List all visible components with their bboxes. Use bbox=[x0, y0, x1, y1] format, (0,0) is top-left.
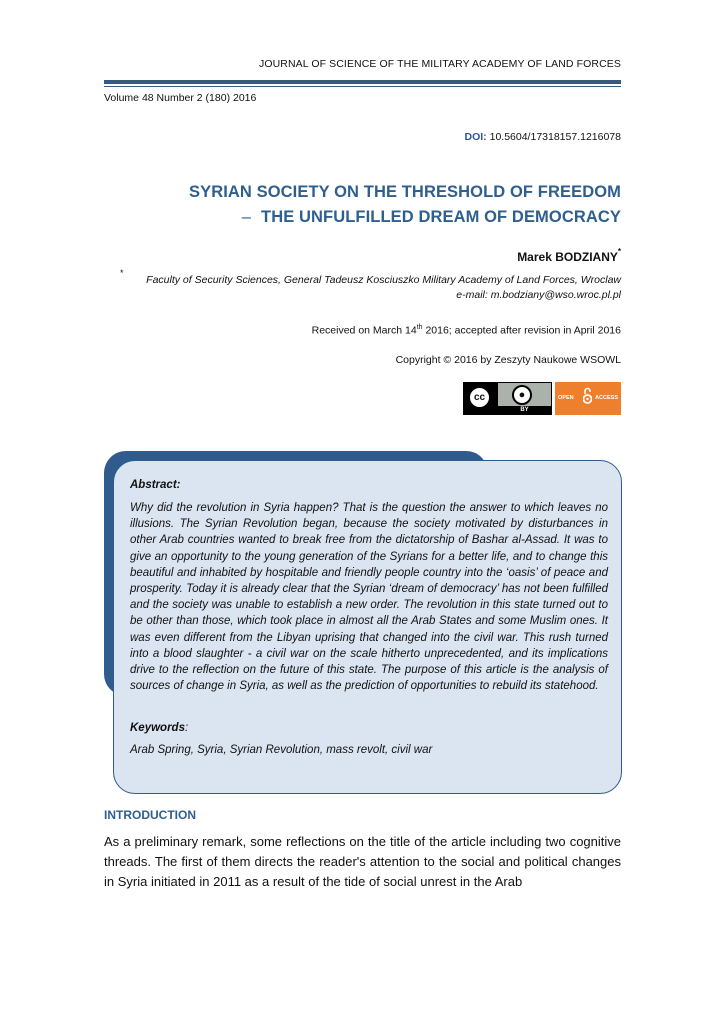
open-access-lock-icon bbox=[583, 387, 592, 405]
affiliation-line: Faculty of Security Sciences, General Tadeusz Kosciuszko Military Academy of Land Forces, Wroclaw bbox=[146, 274, 621, 286]
received-pre: Received on March 14 bbox=[311, 324, 417, 337]
article-title-line1: SYRIAN SOCIETY ON THE THRESHOLD OF FREEDOM bbox=[188, 183, 621, 201]
cc-by-license-badge[interactable] bbox=[463, 382, 552, 415]
section-heading-introduction: INTRODUCTION bbox=[104, 808, 196, 822]
doi-value[interactable]: 10.5604/17318157.1216078 bbox=[486, 131, 621, 143]
open-label: OPEN bbox=[558, 395, 574, 401]
author-name-text: Marek BODZIANY bbox=[517, 250, 618, 264]
doi-label: DOI: bbox=[464, 131, 487, 143]
keywords-label-text: Keywords bbox=[130, 722, 185, 734]
received-dates bbox=[312, 324, 621, 337]
volume-info: Volume 48 Number 2 (180) 2016 bbox=[104, 92, 257, 104]
article-title-line2 bbox=[242, 208, 621, 227]
cc-badge-left bbox=[464, 383, 498, 414]
author-email[interactable]: e-mail: m.bodziany@wso.wroc.pl.pl bbox=[456, 289, 621, 301]
abstract-label: Abstract: bbox=[130, 479, 181, 491]
affiliation-footnote-mark: * bbox=[120, 268, 124, 278]
keywords-label bbox=[130, 722, 188, 734]
copyright-line: Copyright © 2016 by Zeszyty Naukowe WSOWL bbox=[395, 354, 621, 366]
access-label: ACCESS bbox=[595, 395, 618, 401]
title-line2-text: THE UNFULFILLED DREAM OF DEMOCRACY bbox=[261, 208, 621, 226]
received-post: 2016; accepted after revision in April 2016 bbox=[422, 324, 621, 337]
abstract-text: Why did the revolution in Syria happen? That is the question the answer to which leaves no illusions. The Syrian Revolution began, because the society motivated by disturbances in other Arab countries wanted to break free from the dictatorship of Bashar al-Assad. It was to give an opportunity to the young generation of the Syrians for a better life, and to change this beautiful and inhabited by hospitable and friendly people country into the ‘oasis’ of peace and prosperity. Today it is already clear that the Syrian ‘dream of democracy’ has not been fulfilled and the society was unable to establish a new order. The revolution in this state turned out to be other than those, which took place in almost all the Arab States and some Muslim ones. It was even different from the Libyan uprising that changed into the civil war. This rush turned into a blood slaughter - a civil war on the scale hitherto unprecedented, and its implications drive to the reflection on the future of this state. The purpose of this article is the analysis of sources of change in Syria, as well as the prediction of opportunities to rebuild its statehood. bbox=[130, 502, 608, 693]
keywords-colon: : bbox=[184, 722, 189, 734]
header-rule-thin bbox=[104, 86, 621, 87]
received-sup: th bbox=[416, 324, 423, 331]
doi-line bbox=[465, 131, 621, 143]
open-access-badge[interactable] bbox=[555, 382, 621, 415]
introduction-paragraph: As a preliminary remark, some reflections on the title of the article including two cognitive threads. The first of them directs the reader's attention to the social and political changes in Syria initiated in 2011 as a result of the tide of social unrest in the Arab bbox=[104, 834, 621, 889]
keywords-list: Arab Spring, Syria, Syrian Revolution, mass revolt, civil war bbox=[130, 744, 433, 756]
author-footnote-mark: * bbox=[617, 247, 621, 256]
title-dash: – bbox=[241, 208, 252, 226]
journal-name: JOURNAL OF SCIENCE OF THE MILITARY ACADEMY OF LAND FORCES bbox=[259, 58, 621, 70]
header-rule-thick bbox=[104, 80, 621, 84]
attribution-person-icon: ● bbox=[512, 385, 532, 405]
cc-icon: cc bbox=[468, 386, 491, 409]
author-name bbox=[517, 249, 621, 264]
by-label: BY bbox=[498, 406, 551, 414]
